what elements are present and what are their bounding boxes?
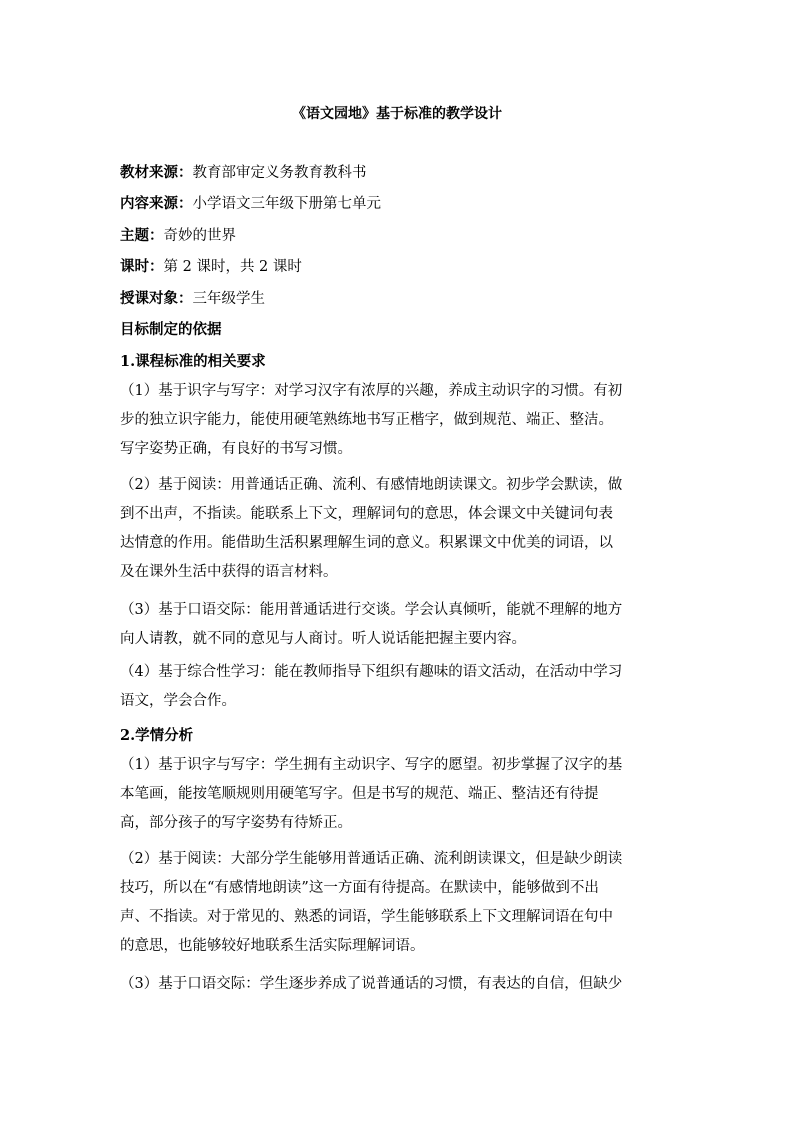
subsection-heading-curriculum: 1.课程标准的相关要求 — [120, 353, 266, 370]
text-line: （2）基于阅读：用普通话正确、流利、有感情地朗读课文。初步学会默读，做 — [120, 477, 623, 493]
paragraph-curriculum-1 — [120, 377, 676, 464]
text-line: 语文，学会合作。 — [120, 693, 236, 709]
meta-label: 主题： — [120, 227, 164, 244]
text-line: （1）基于识字与写字：对学习汉字有浓厚的兴趣，养成主动识字的习惯。有初 — [120, 383, 623, 399]
text-line: （1）基于识字与写字：学生拥有主动识字、写字的愿望。初步掌握了汉字的基 — [120, 757, 623, 773]
document-title: 《语文园地》基于标准的教学设计 — [292, 106, 502, 122]
text-line: 声、不指读。对于常见的、熟悉的词语，学生能够联系上下文理解词语在句中 — [120, 909, 613, 925]
text-line: 的意思，也能够较好地联系生活实际理解词语。 — [120, 938, 425, 954]
text-line: （4）基于综合性学习：能在教师指导下组织有趣味的语文活动，在活动中学习 — [120, 664, 623, 680]
meta-lesson-hours — [120, 257, 680, 277]
meta-theme — [120, 226, 680, 246]
text-line: 达情意的作用。能借助生活积累理解生词的意义。积累课文中优美的词语，以 — [120, 535, 613, 551]
paragraph-analysis-2 — [120, 845, 676, 961]
paragraph-analysis-1 — [120, 751, 676, 838]
meta-value: 第 2 课时，共 2 课时 — [163, 259, 302, 275]
text-line: 本笔画，能按笔顺规则用硬笔写字。但是书写的规范、端正、整洁还有待提 — [120, 786, 599, 802]
text-line: 高，部分孩子的写字姿势有待矫正。 — [120, 815, 352, 831]
meta-value: 三年级学生 — [192, 291, 265, 307]
meta-label: 授课对象： — [120, 290, 193, 307]
text-line: 及在课外生活中获得的语言材料。 — [120, 564, 338, 580]
text-line: 步的独立识字能力，能使用硬笔熟练地书写正楷字，做到规范、端正、整洁。 — [120, 412, 613, 428]
text-line: 向人请教，就不同的意见与人商讨。听人说话能把握主要内容。 — [120, 631, 526, 647]
paragraph-curriculum-4 — [120, 658, 676, 716]
text-line: （3）基于口语交际：学生逐步养成了说普通话的习惯，有表达的自信，但缺少 — [120, 976, 623, 992]
meta-value: 小学语文三年级下册第七单元 — [192, 196, 381, 212]
text-line: （2）基于阅读：大部分学生能够用普通话正确、流利朗读课文，但是缺少朗读 — [120, 851, 623, 867]
subsection-heading-student-analysis: 2.学情分析 — [120, 727, 194, 744]
text-line: 到不出声，不指读。能联系上下文，理解词句的意思，体会课文中关键词句表 — [120, 506, 613, 522]
meta-textbook-source — [120, 163, 680, 183]
paragraph-curriculum-2 — [120, 471, 676, 587]
meta-label: 教材来源： — [120, 164, 193, 181]
meta-content-source — [120, 194, 680, 214]
paragraph-analysis-3 — [120, 970, 676, 999]
meta-value: 教育部审定义务教育教科书 — [192, 165, 367, 181]
text-line: 技巧，所以在“有感情地朗读”这一方面有待提高。在默读中，能够做到不出 — [120, 880, 599, 896]
meta-label: 课时： — [120, 258, 164, 275]
meta-audience — [120, 289, 680, 309]
meta-value: 奇妙的世界 — [163, 228, 236, 244]
section-heading: 目标制定的依据 — [120, 321, 222, 338]
text-line: （3）基于口语交际：能用普通话进行交谈。学会认真倾听，能就不理解的地方 — [120, 602, 623, 618]
meta-label: 内容来源： — [120, 195, 193, 212]
text-line: 写字姿势正确，有良好的书写习惯。 — [120, 441, 352, 457]
paragraph-curriculum-3 — [120, 596, 676, 654]
